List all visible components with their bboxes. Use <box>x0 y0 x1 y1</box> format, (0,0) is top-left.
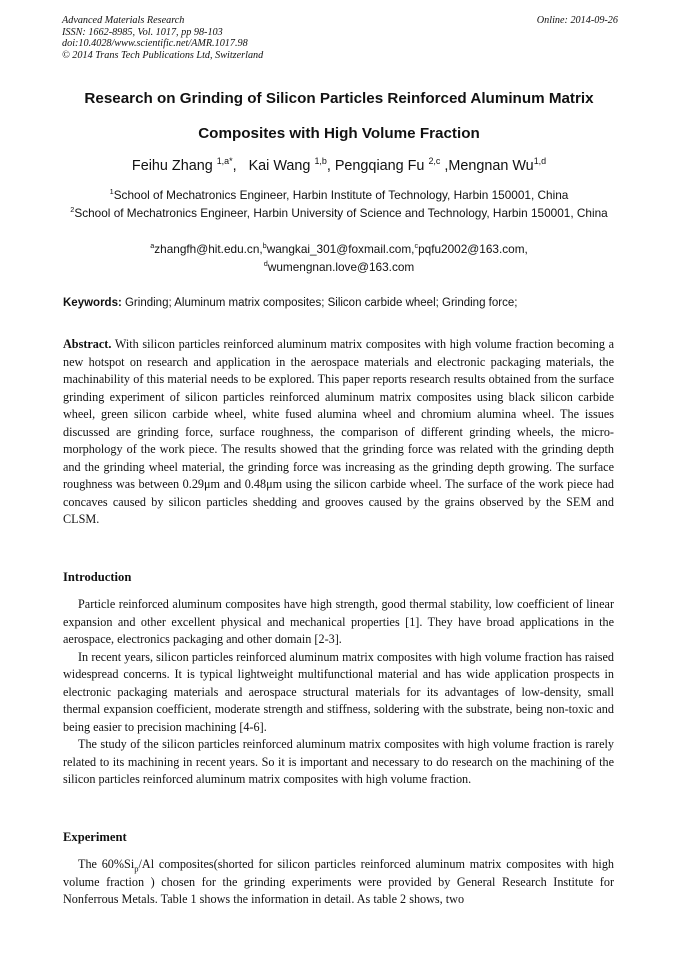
journal-copyright: © 2014 Trans Tech Publications Ltd, Switzerland <box>62 49 264 61</box>
section-heading-introduction: Introduction <box>63 570 132 584</box>
journal-doi: doi:10.4028/www.scientific.net/AMR.1017.98 <box>62 38 248 50</box>
email-link[interactable]: pqfu2002@163.com, <box>418 242 528 256</box>
experiment-body: The $60\%Si_p/Al$ composites(shorted for silicon particles reinforced aluminum matrix composites with high volume fraction ) chosen for the grinding experiments were provided by General Research Institute for Nonferrous Metals. Table 1 shows the information in detail. As table 2 shows, two <box>63 857 615 907</box>
email-link[interactable]: zhangfh@hit.edu.cn, <box>154 242 263 256</box>
online-date: Online: 2014-09-26 <box>536 15 618 26</box>
author-1: Feihu Zhang $^{1,a*}$, <box>131 156 237 174</box>
paper-title-line-1: Research on Grinding of Silicon Particles Reinforced Aluminum Matrix <box>84 90 594 107</box>
author-4: Mengnan Wu$^{1,d}$ <box>448 156 547 174</box>
author-3: Pengqiang Fu $^{2,c}$ , <box>334 156 449 174</box>
keywords: Keywords: Grinding; Aluminum matrix composites; Silicon carbide wheel; Grinding force; <box>63 297 518 309</box>
paragraph: The study of the silicon particles reinforced aluminum matrix composites with high volume fraction is rarely related to its machining in recent years. So it is important and necessary to do research on the machining of the silicon particles reinforced aluminum matrix composites with high volume fraction. <box>63 737 614 787</box>
section-heading-experiment: Experiment <box>63 830 127 844</box>
author-2: Kai Wang $^{1,b}$, <box>248 156 335 174</box>
journal-name: Advanced Materials Research <box>62 15 185 26</box>
journal-issn: ISSN: 1662-8985, Vol. 1017, pp 98-103 <box>62 26 223 38</box>
author-emails: $^a$zhangfh@hit.edu.cn,$^b$wangkai_301@foxmail.com,$^c$pqfu2002@163.com, $^d$wumengnan.love@163.com <box>150 241 528 274</box>
abstract: Abstract. With silicon particles reinforced aluminum matrix composites with high volume fraction becoming a new hotspot on research and application in the aerospace materials and electronic packaging materials, the machinability of this material needs to be explored. This paper reports research results obtained from the surface grinding experiment of silicon particles reinforced aluminum matrix composites using black silicon carbide wheel, green silicon carbide wheel, white fused alumina wheel and chromium alumina wheel. The issues discussed are grinding force, surface roughness, the comparison of different grinding wheels, the micro-morphology of the work piece. The results showed that the grinding force was related with the grinding depth and the grinding wheel material, the grinding force was increasing as the grinding depth growing. The surface roughness was between 0.29μm and 0.48μm using the silicon carbide wheel. The surface of the work piece had concaves caused by silicon particles shedding and grooves caused by the grains observed by the SEM and CLSM. <box>63 337 614 527</box>
paper-title-line-2: Composites with High Volume Fraction <box>198 125 480 142</box>
journal-header <box>62 15 618 61</box>
author-list <box>40 158 638 174</box>
paragraph: In recent years, silicon particles reinforced aluminum matrix composites with high volume fraction has raised widespread concerns. It is typical lightweight multifunctional material and has wide application prospects in electronic packaging materials and aerospace structural materials for its advantages of low-density, small thermal expansion coefficient, moderate strength and stiffness, soldering with the substrate, being non-toxic and being easier to precision machining [4-6]. <box>63 649 614 734</box>
introduction-body <box>63 596 614 789</box>
email-link[interactable]: wumengnan.love@163.com <box>267 259 415 274</box>
affiliation-1: $^1$School of Mechatronics Engineer, Harbin Institute of Technology, Harbin 150001, China <box>109 187 569 202</box>
affiliation-2: $^2$School of Mechatronics Engineer, Harbin University of Science and Technology, Harbin 150001, China <box>70 205 608 220</box>
email-link[interactable]: wangkai_301@foxmail.com, <box>266 242 415 256</box>
paragraph: Particle reinforced aluminum composites have high strength, good thermal stability, low coefficient of linear expansion and other excellent physical and mechanical properties [1]. They have broad applications in the aerospace, electronics packaging and other domain [2-3]. <box>63 597 614 647</box>
